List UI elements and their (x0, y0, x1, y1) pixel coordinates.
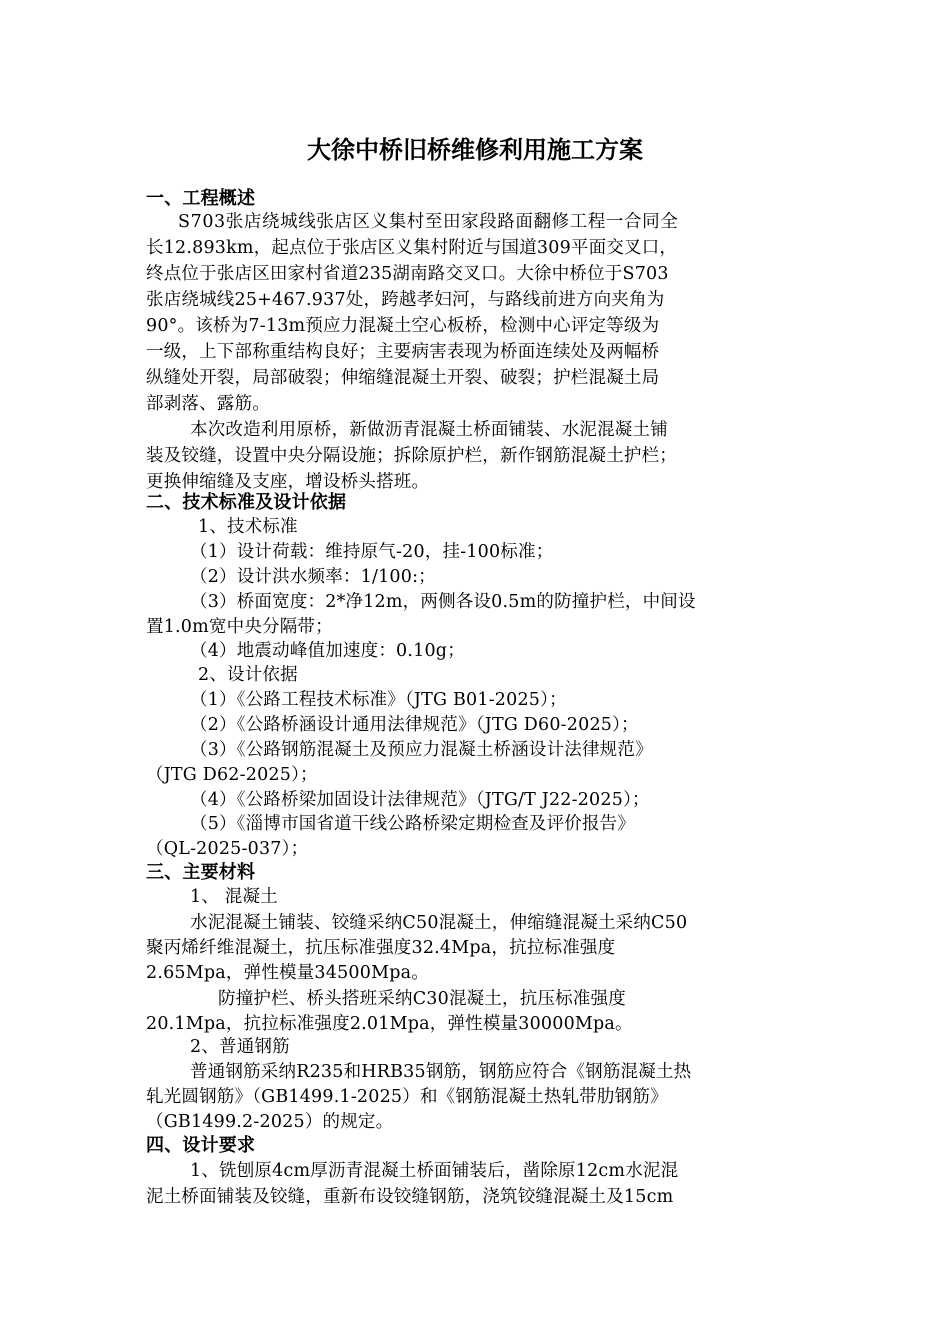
paragraph-line: 1、铣刨原4cm厚沥青混凝土桥面铺装后，凿除原12cm水泥混 (190, 1161, 679, 1181)
subsection-heading: 1、 混凝土 (190, 887, 278, 907)
paragraph-line: 本次改造利用原桥，新做沥青混凝土桥面铺装、水泥混凝土铺 (190, 420, 668, 440)
paragraph-line: 长12.893km，起点位于张店区义集村附近与国道309平面交叉口， (146, 238, 678, 258)
subsection-heading: 1、技术标准 (198, 517, 298, 537)
list-item: （1）《公路工程技术标准》（JTG B01-2025）； (190, 690, 567, 710)
paragraph-line: 部剥落、露筋。 (146, 394, 270, 414)
list-item: （1）设计荷载：维持原气-20，挂-100标准； (190, 542, 554, 562)
list-item: （2）设计洪水频率：1/100:； (190, 567, 436, 587)
subsection-heading: 2、设计依据 (198, 665, 298, 685)
list-item: （4）《公路桥梁加固设计法律规范》（JTG/T J22-2025）； (190, 790, 650, 810)
paragraph-line: 普通钢筋采纳R235和HRB35钢筋，钢筋应符合《钢筋混凝土热 (190, 1062, 692, 1082)
list-item: （4）地震动峰值加速度：0.10g； (190, 641, 465, 661)
paragraph-line: 更换伸缩缝及支座，增设桥头搭班。 (146, 472, 430, 492)
subsection-heading: 2、普通钢筋 (190, 1037, 290, 1057)
list-item: （QL-2025-037）； (146, 839, 309, 859)
list-item: （2）《公路桥涵设计通用法律规范》（JTG D60-2025）； (190, 715, 639, 735)
paragraph-line: 张店绕城线25+467.937处，跨越孝妇河，与路线前进方向夹角为 (146, 290, 665, 310)
paragraph-line: 纵缝处开裂，局部破裂；伸缩缝混凝土开裂、破裂；护栏混凝土局 (146, 368, 660, 388)
list-item: （5）《淄博市国省道干线公路桥梁定期检查及评价报告》 (190, 814, 636, 834)
paragraph-line: 泥土桥面铺装及铰缝，重新布设铰缝钢筋，浇筑铰缝混凝土及15cm (146, 1187, 674, 1207)
section-heading: 三、主要材料 (146, 862, 256, 883)
document-title: 大徐中桥旧桥维修利用施工方案 (307, 136, 643, 164)
paragraph-line: （GB1499.2-2025）的规定。 (146, 1112, 394, 1132)
list-item: （JTG D62-2025）； (146, 765, 318, 785)
paragraph-line: 一级，上下部称重结构良好；主要病害表现为桥面连续处及两幅桥 (146, 342, 660, 362)
paragraph-line: 终点位于张店区田家村省道235湖南路交叉口。大徐中桥位于S703 (146, 264, 669, 284)
paragraph-line: S703张店绕城线张店区义集村至田家段路面翻修工程一合同全 (178, 212, 679, 232)
paragraph-line: 轧光圆钢筋》（GB1499.1-2025）和《钢筋混凝土热轧带肋钢筋》 (146, 1087, 668, 1107)
paragraph-line: 20.1Mpa，抗拉标准强度2.01Mpa，弹性模量30000Mpa。 (146, 1014, 633, 1034)
section-heading: 四、设计要求 (146, 1135, 256, 1156)
list-item: 置1.0m宽中央分隔带； (146, 617, 333, 637)
paragraph-line: 水泥混凝土铺装、铰缝采纳C50混凝土，伸缩缝混凝土采纳C50 (190, 913, 688, 933)
paragraph-line: 防撞护栏、桥头搭班采纳C30混凝土，抗压标准强度 (218, 989, 626, 1009)
paragraph-line: 90°。该桥为7-13m预应力混凝土空心板桥，检测中心评定等级为 (146, 316, 660, 336)
list-item: （3）桥面宽度：2*净12m，两侧各设0.5m的防撞护栏，中间设 (190, 592, 696, 612)
paragraph-line: 装及铰缝，设置中央分隔设施；拆除原护栏，新作钢筋混凝土护栏； (146, 446, 677, 466)
section-heading: 一、工程概述 (146, 188, 256, 209)
paragraph-line: 聚丙烯纤维混凝土，抗压标准强度32.4Mpa，抗拉标准强度 (146, 938, 616, 958)
list-item: （3）《公路钢筋混凝土及预应力混凝土桥涵设计法律规范》 (190, 740, 653, 760)
paragraph-line: 2.65Mpa，弹性模量34500Mpa。 (146, 963, 429, 983)
section-heading: 二、技术标准及设计依据 (146, 492, 347, 513)
